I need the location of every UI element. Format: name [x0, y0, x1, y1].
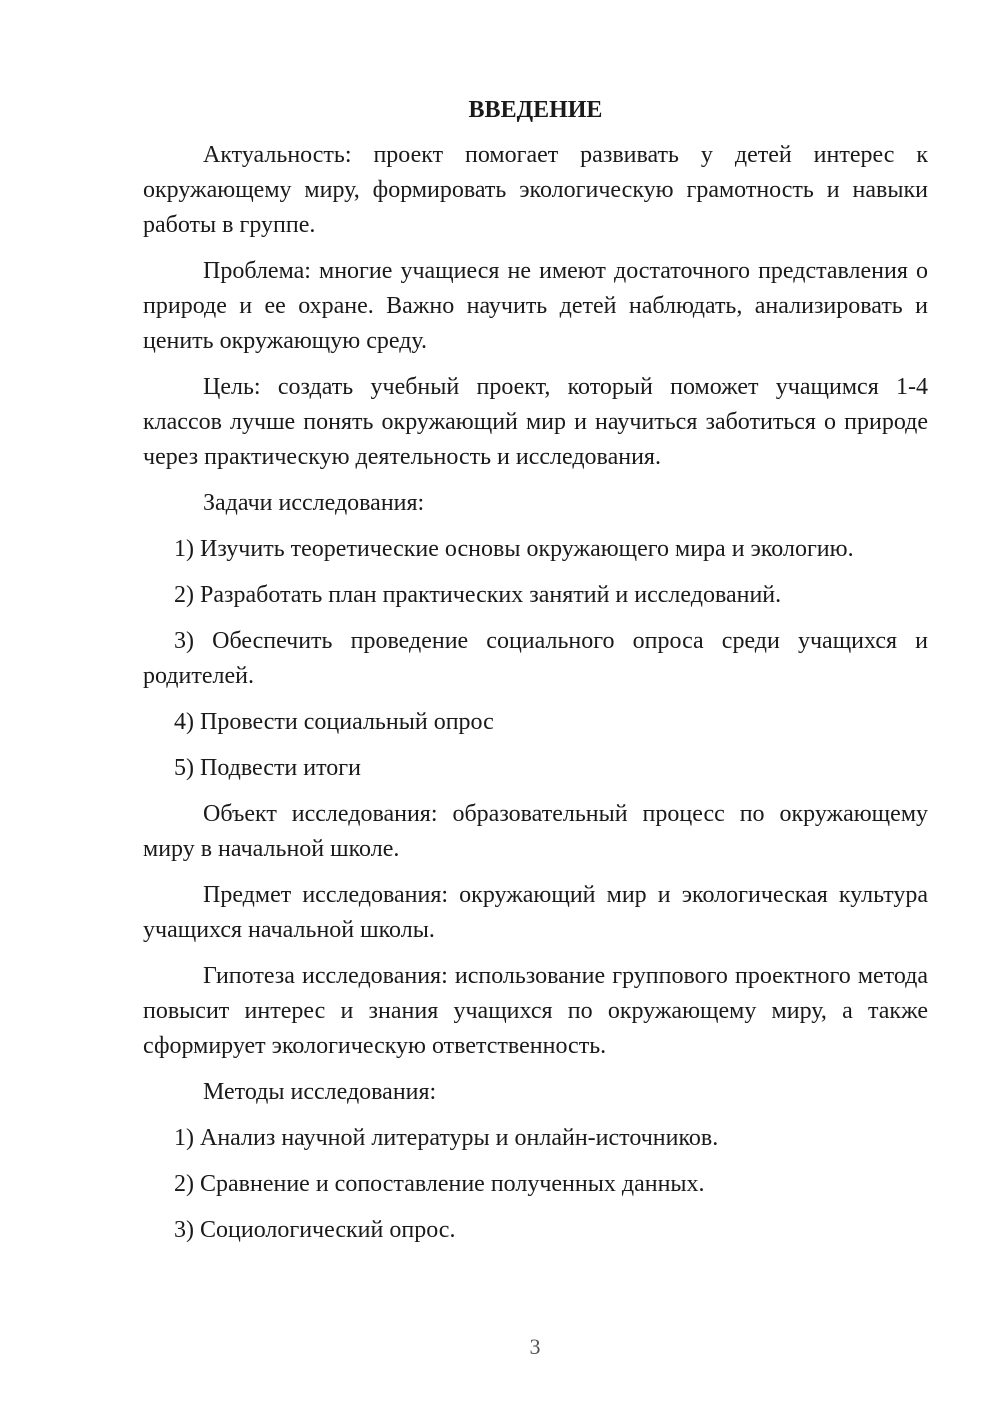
- problem-paragraph: Проблема: многие учащиеся не имеют достаточного представления о природе и ее охране. Важно научить детей наблюдать, анализировать и ценить окружающую среду.: [143, 258, 928, 354]
- methods-heading: Методы исследования:: [203, 1079, 437, 1105]
- hypothesis-paragraph: Гипотеза исследования: использование группового проектного метода повысит интерес и знания учащихся по окружающему миру, а также сформирует экологическую ответственность.: [143, 963, 928, 1059]
- page-number: 3: [529, 1334, 541, 1359]
- method-item: 2) Сравнение и сопоставление полученных данных.: [174, 1171, 705, 1197]
- tasks-heading: Задачи исследования:: [203, 490, 425, 516]
- subject-paragraph: Предмет исследования: окружающий мир и экологическая культура учащихся начальной школы.: [143, 882, 928, 943]
- task-item: 2) Разработать план практических занятий и исследований.: [174, 582, 782, 608]
- object-paragraph: Объект исследования: образовательный процесс по окружающему миру в начальной школе.: [143, 801, 928, 862]
- page-title: ВВЕДЕНИЕ: [468, 97, 603, 123]
- task-item: 1) Изучить теоретические основы окружающего мира и экологию.: [174, 536, 854, 562]
- task-item: 4) Провести социальный опрос: [174, 709, 494, 735]
- method-item: 3) Социологический опрос.: [174, 1217, 456, 1243]
- page-content: [143, 92, 928, 1259]
- method-item: 1) Анализ научной литературы и онлайн-источников.: [174, 1125, 719, 1151]
- goal-paragraph: Цель: создать учебный проект, который поможет учащимся 1-4 классов лучше понять окружающий мир и научиться заботиться о природе через практическую деятельность и исследования.: [143, 374, 928, 470]
- task-item: 5) Подвести итоги: [174, 755, 361, 781]
- task-item: 3) Обеспечить проведение социального опроса среди учащихся и родителей.: [143, 628, 928, 689]
- relevance-paragraph: Актуальность: проект помогает развивать у детей интерес к окружающему миру, формировать экологическую грамотность и навыки работы в группе.: [143, 142, 928, 238]
